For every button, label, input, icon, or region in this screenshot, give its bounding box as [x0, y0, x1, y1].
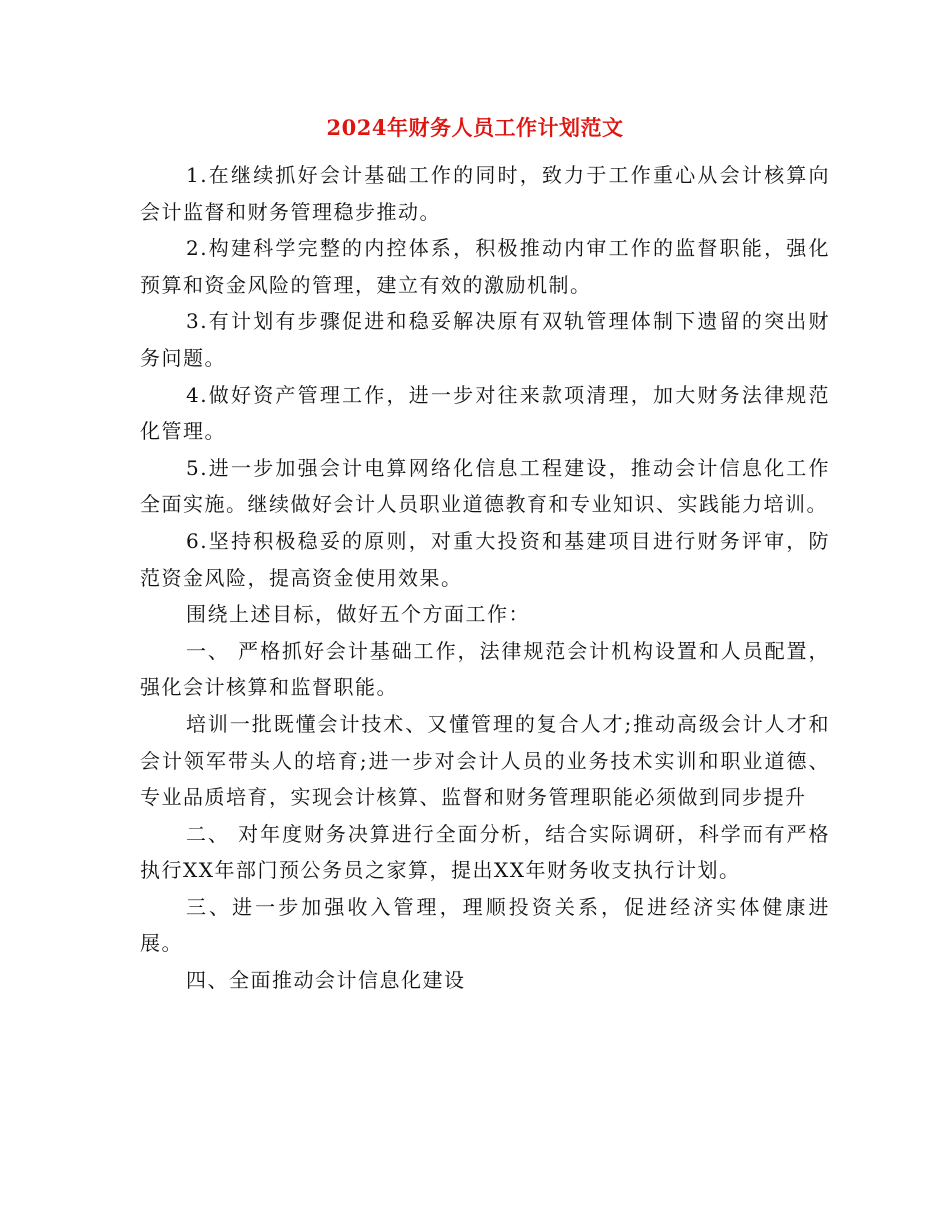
paragraph-goals-intro: 围绕上述目标，做好五个方面工作： — [186, 602, 530, 627]
paragraph-section-four: 四、全面推动会计信息化建设 — [186, 968, 466, 993]
paragraph-item-5: 5.进一步加强会计电算网络化信息工程建设，推动会计信息化工作全面实施。继续做好会计人员职业道德教育和专业知识、实践能力培训。 — [140, 455, 830, 517]
paragraph-section-three: 三、进一步加强收入管理，理顺投资关系，促进经济实体健康进展。 — [140, 894, 830, 956]
paragraph-training: 培训一批既懂会计技术、又懂管理的复合人才;推动高级会计人才和会计领军带头人的培育;进一步对会计人员的业务技术实训和职业道德、专业品质培育，实现会计核算、监督和财务管理职能必须做到同步提升 — [140, 711, 830, 810]
document-body — [140, 157, 830, 999]
paragraph-item-1: 1.在继续抓好会计基础工作的同时，致力于工作重心从会计核算向会计监督和财务管理稳步推动。 — [140, 163, 830, 224]
paragraph-section-one: 一、 严格抓好会计基础工作，法律规范会计机构设置和人员配置，强化会计核算和监督职能。 — [140, 638, 830, 700]
document-title: 2024年财务人员工作计划范文 — [326, 115, 624, 140]
paragraph-item-2: 2.构建科学完整的内控体系，积极推动内审工作的监督职能，强化预算和资金风险的管理，建立有效的激励机制。 — [140, 236, 830, 297]
paragraph-item-4: 4.做好资产管理工作，进一步对往来款项清理，加大财务法律规范化管理。 — [140, 382, 830, 444]
paragraph-item-6: 6.坚持积极稳妥的原则，对重大投资和基建项目进行财务评审，防范资金风险，提高资金使用效果。 — [140, 528, 830, 590]
paragraph-item-3: 3.有计划有步骤促进和稳妥解决原有双轨管理体制下遗留的突出财务问题。 — [140, 309, 830, 370]
paragraph-section-two: 二、 对年度财务决算进行全面分析，结合实际调研，科学而有严格执行XX年部门预公务员之家算，提出XX年财务收支执行计划。 — [140, 821, 830, 883]
